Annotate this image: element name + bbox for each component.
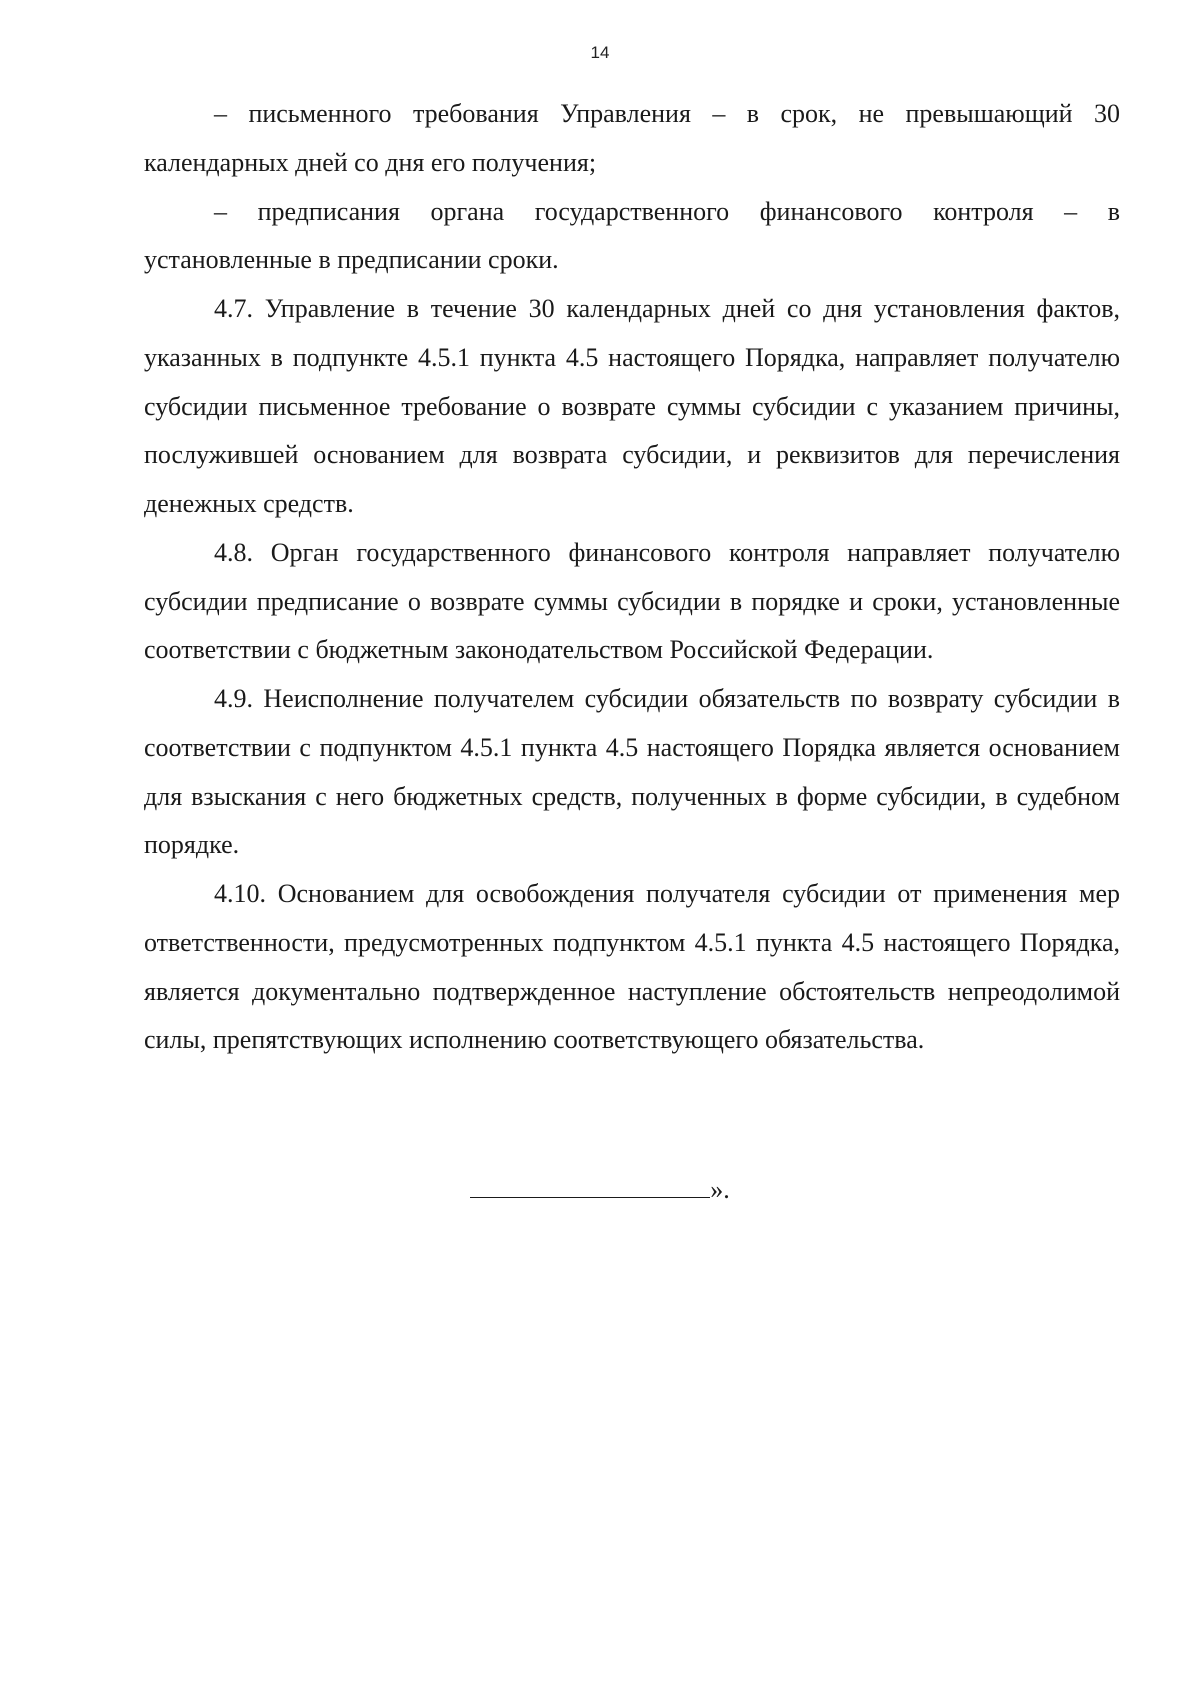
paragraph-written-demand: – письменного требования Управления – в срок, не превышающий 30 календарных дней со дня его получения; bbox=[144, 99, 1120, 177]
paragraph-control-order: – предписания органа государственного финансового контроля – в установленные в предписании сроки. bbox=[144, 196, 1120, 275]
ending-rule bbox=[470, 1173, 710, 1198]
document-body bbox=[144, 90, 1120, 1065]
paragraph-4-8: 4.8. Орган государственного финансового контроля направляет получателю субсидии предписание о возврате суммы субсидии в порядке и сроки, установленные соответствии с бюджетным законодательством Российской Федерации. bbox=[144, 537, 1120, 665]
paragraph-4-7: 4.7. Управление в течение 30 календарных дней со дня установления фактов, указанных в подпункте 4.5.1 пункта 4.5 настоящего Порядка, направляет получателю субсидии письменное требование о возврате суммы субсидии с указанием причины, послужившей основанием для возврата субсидии, и реквизитов для перечисления денежных средств. bbox=[144, 294, 1120, 518]
document-ending bbox=[0, 1166, 1200, 1214]
closing-quote-mark: ». bbox=[710, 1175, 730, 1204]
page-number: 14 bbox=[590, 43, 610, 62]
paragraph-4-10: 4.10. Основанием для освобождения получателя субсидии от применения мер ответственности, предусмотренных подпунктом 4.5.1 пункта 4.5 настоящего Порядка, является документально подтвержденное наступление обстоятельств непреодолимой силы, препятствующих исполнению соответствующего обязательства. bbox=[144, 879, 1120, 1055]
paragraph-4-9: 4.9. Неисполнение получателем субсидии обязательств по возврату субсидии в соответствии с подпунктом 4.5.1 пункта 4.5 настоящего Порядка является основанием для взыскания с него бюджетных средств, полученных в форме субсидии, в судебном порядке. bbox=[144, 684, 1120, 860]
